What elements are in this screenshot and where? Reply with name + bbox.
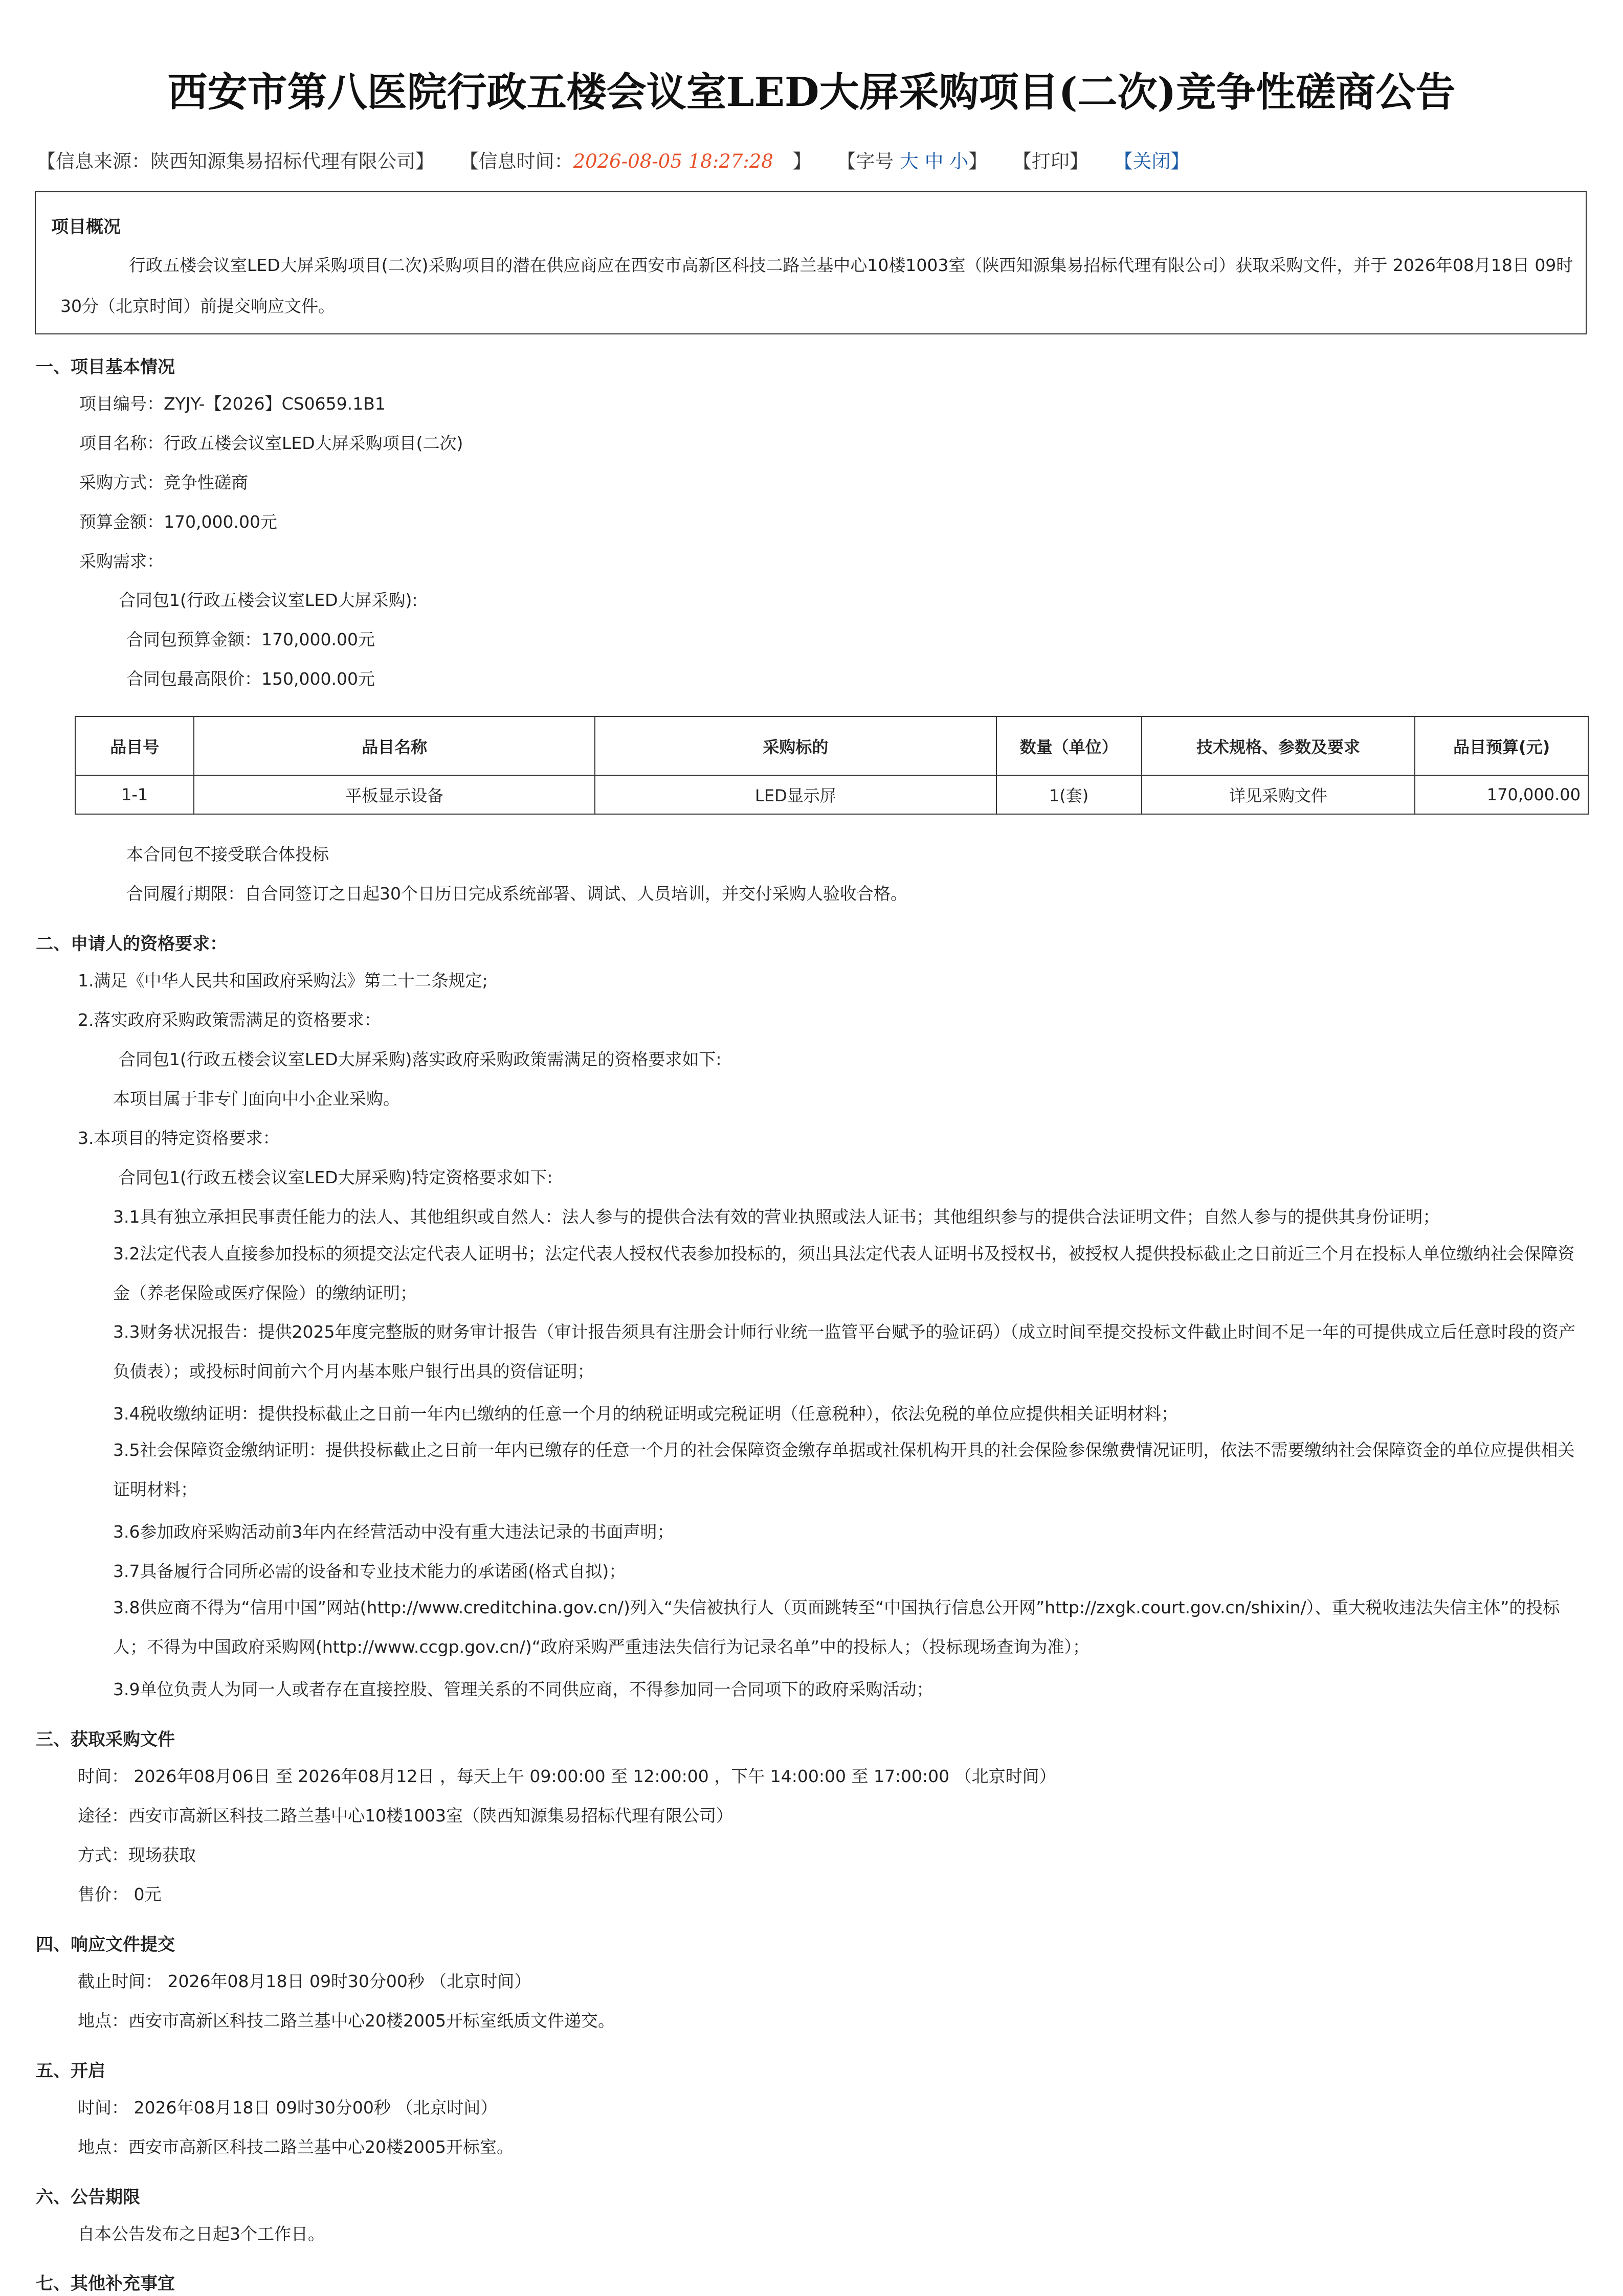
- cell-spec: 详见采购文件: [1142, 775, 1415, 814]
- col-header-item-budget: 品目预算(元): [1415, 716, 1588, 775]
- acquire-time: 时间： 2026年08月06日 至 2026年08月12日 ，每天上午 09:00:00 至 12:00:00 ，下午 14:00:00 至 17:00:00 （北京时间）: [78, 1766, 1056, 1786]
- procurement-method: 采购方式：竞争性磋商: [79, 472, 248, 492]
- cell-item-no: 1-1: [75, 775, 194, 814]
- col-header-quantity: 数量（单位）: [996, 716, 1142, 775]
- qualification-2b: 本项目属于非专门面向中小企业采购。: [113, 1089, 400, 1109]
- requirement-3-7: 3.7具备履行合同所必需的设备和专业技术能力的承诺函(格式自拟)；: [113, 1561, 626, 1581]
- requirement-3-2: 3.2法定代表人直接参加投标的须提交法定代表人证明书；法定代表人授权代表参加投标的，须出具法定代表人证明书及授权书，被授权人提供投标截止之日前近三个月在投标人单位缴纳社会保障资金（养老保险或医疗保险）的缴纳证明；: [113, 1244, 1575, 1303]
- table-row: [75, 775, 1588, 814]
- info-time-label: 【信息时间：: [459, 150, 573, 172]
- acquire-way: 途径：西安市高新区科技二路兰基中心10楼1003室（陕西知源集易招标代理有限公司）: [78, 1806, 733, 1826]
- opening-place: 地点：西安市高新区科技二路兰基中心20楼2005开标室。: [78, 2137, 514, 2157]
- package-budget: 合同包预算金额：170,000.00元: [126, 629, 375, 649]
- section-4-heading: 四、响应文件提交: [36, 1934, 175, 1955]
- font-small-link[interactable]: 小: [949, 150, 969, 172]
- requirement-3-5: 3.5社会保障资金缴纳证明：提供投标截止之日前一年内已缴存的任意一个月的社会保障资金缴存单据或社保机构开具的社会保险参保缴费情况证明，依法不需要缴纳社会保障资金的单位应提供相关证明材料；: [113, 1440, 1575, 1499]
- project-name: 项目名称：行政五楼会议室LED大屏采购项目(二次): [79, 433, 463, 453]
- font-size-close: 】: [968, 150, 988, 172]
- table-header-row: [75, 716, 1588, 775]
- col-header-item-no: 品目号: [75, 716, 194, 775]
- notice-period: 自本公告发布之日起3个工作日。: [78, 2224, 325, 2244]
- contract-period: 合同履行期限：自合同签订之日起30个日历日完成系统部署、调试、人员培训，并交付采购人验收合格。: [126, 884, 907, 904]
- info-source-value: 陕西知源集易招标代理有限公司】: [150, 150, 434, 172]
- acquire-price: 售价： 0元: [78, 1884, 162, 1904]
- contract-package: 合同包1(行政五楼会议室LED大屏采购):: [119, 590, 418, 610]
- opening-time: 时间： 2026年08月18日 09时30分00秒 （北京时间）: [78, 2098, 498, 2118]
- submit-deadline: 截止时间： 2026年08月18日 09时30分00秒 （北京时间）: [78, 1971, 531, 1991]
- col-header-target: 采购标的: [595, 716, 996, 775]
- section-5-heading: 五、开启: [36, 2061, 105, 2081]
- submit-place: 地点：西安市高新区科技二路兰基中心20楼2005开标室纸质文件递交。: [78, 2011, 615, 2031]
- cell-item-name: 平板显示设备: [194, 775, 595, 814]
- section-2-heading: 二、申请人的资格要求：: [36, 934, 227, 954]
- no-consortium-note: 本合同包不接受联合体投标: [126, 844, 329, 864]
- acquire-mode: 方式：现场获取: [78, 1845, 196, 1865]
- qualification-1: 1.满足《中华人民共和国政府采购法》第二十二条规定;: [78, 971, 488, 991]
- requirement-3-6: 3.6参加政府采购活动前3年内在经营活动中没有重大违法记录的书面声明；: [113, 1522, 674, 1542]
- overview-text: 行政五楼会议室LED大屏采购项目(二次)采购项目的潜在供应商应在西安市高新区科技二路兰基中心10楼1003室（陕西知源集易招标代理有限公司）获取采购文件，并于 2026年08月18日 09时30分（北京时间）前提交响应文件。: [60, 255, 1573, 316]
- qualification-2: 2.落实政府采购政策需满足的资格要求：: [78, 1010, 381, 1030]
- cell-target: LED显示屏: [595, 775, 996, 814]
- col-header-item-name: 品目名称: [194, 716, 595, 775]
- info-time-value: 2026-08-05 18:27:28: [573, 150, 773, 172]
- requirement-3-8: 3.8供应商不得为“信用中国”网站(http://www.creditchina.gov.cn/)列入“失信被执行人（页面跳转至“中国执行信息公开网”http://zxgk.court.gov.cn/shixin/）、重大税收违法失信主体”的投标人；不得为中国政府采购网(http://www.ccgp.gov.cn/)“政府采购严重违法失信行为记录名单”中的投标人；（投标现场查询为准）；: [113, 1597, 1560, 1657]
- requirement-3-4: 3.4税收缴纳证明：提供投标截止之日前一年内已缴纳的任意一个月的纳税证明或完税证明（任意税种），依法免税的单位应提供相关证明材料；: [113, 1404, 1178, 1424]
- info-time-close: 】: [792, 150, 812, 172]
- procurement-demand: 采购需求：: [79, 551, 164, 571]
- col-header-spec: 技术规格、参数及要求: [1142, 716, 1415, 775]
- cell-item-budget: 170,000.00: [1415, 775, 1588, 814]
- qualification-3: 3.本项目的特定资格要求：: [78, 1128, 280, 1148]
- close-link[interactable]: 【关闭】: [1114, 150, 1190, 172]
- overview-title: 项目概况: [51, 217, 121, 237]
- qualification-2a: 合同包1(行政五楼会议室LED大屏采购)落实政府采购政策需满足的资格要求如下:: [119, 1049, 722, 1069]
- requirement-3-1: 3.1具有独立承担民事责任能力的法人、其他组织或自然人：法人参与的提供合法有效的营业执照或法人证书；其他组织参与的提供合法证明文件；自然人参与的提供其身份证明；: [113, 1207, 1440, 1227]
- section-7-heading: 七、其他补充事宜: [36, 2274, 175, 2294]
- qualification-3a: 合同包1(行政五楼会议室LED大屏采购)特定资格要求如下:: [119, 1167, 553, 1187]
- font-large-link[interactable]: 大: [899, 150, 919, 172]
- requirement-3-9: 3.9单位负责人为同一人或者存在直接控股、管理关系的不同供应商，不得参加同一合同项下的政府采购活动；: [113, 1679, 933, 1699]
- section-3-heading: 三、获取采购文件: [36, 1729, 175, 1750]
- page-title: 西安市第八医院行政五楼会议室LED大屏采购项目(二次)竞争性磋商公告: [167, 69, 1456, 116]
- cell-quantity: 1(套): [996, 775, 1142, 814]
- project-overview-box: [35, 191, 1587, 334]
- project-number: 项目编号：ZYJY-【2026】CS0659.1B1: [79, 394, 386, 414]
- package-max-price: 合同包最高限价：150,000.00元: [126, 669, 375, 689]
- section-6-heading: 六、公告期限: [36, 2187, 140, 2208]
- section-1-heading: 一、项目基本情况: [36, 357, 175, 377]
- items-table: [75, 716, 1589, 815]
- font-size-label: 【字号: [837, 150, 894, 172]
- budget-amount: 预算金额：170,000.00元: [79, 512, 277, 532]
- print-link[interactable]: 【打印】: [1012, 150, 1088, 172]
- requirement-3-3: 3.3财务状况报告：提供2025年度完整版的财务审计报告（审计报告须具有注册会计师行业统一监管平台赋予的验证码）（成立时间至提交投标文件截止时间不足一年的可提供成立后任意时段的资产负债表）；或投标时间前六个月内基本账户银行出具的资信证明；: [113, 1322, 1575, 1381]
- info-bar: [37, 146, 1189, 173]
- info-source-label: 【信息来源：: [37, 150, 150, 172]
- font-medium-link[interactable]: 中: [924, 150, 944, 172]
